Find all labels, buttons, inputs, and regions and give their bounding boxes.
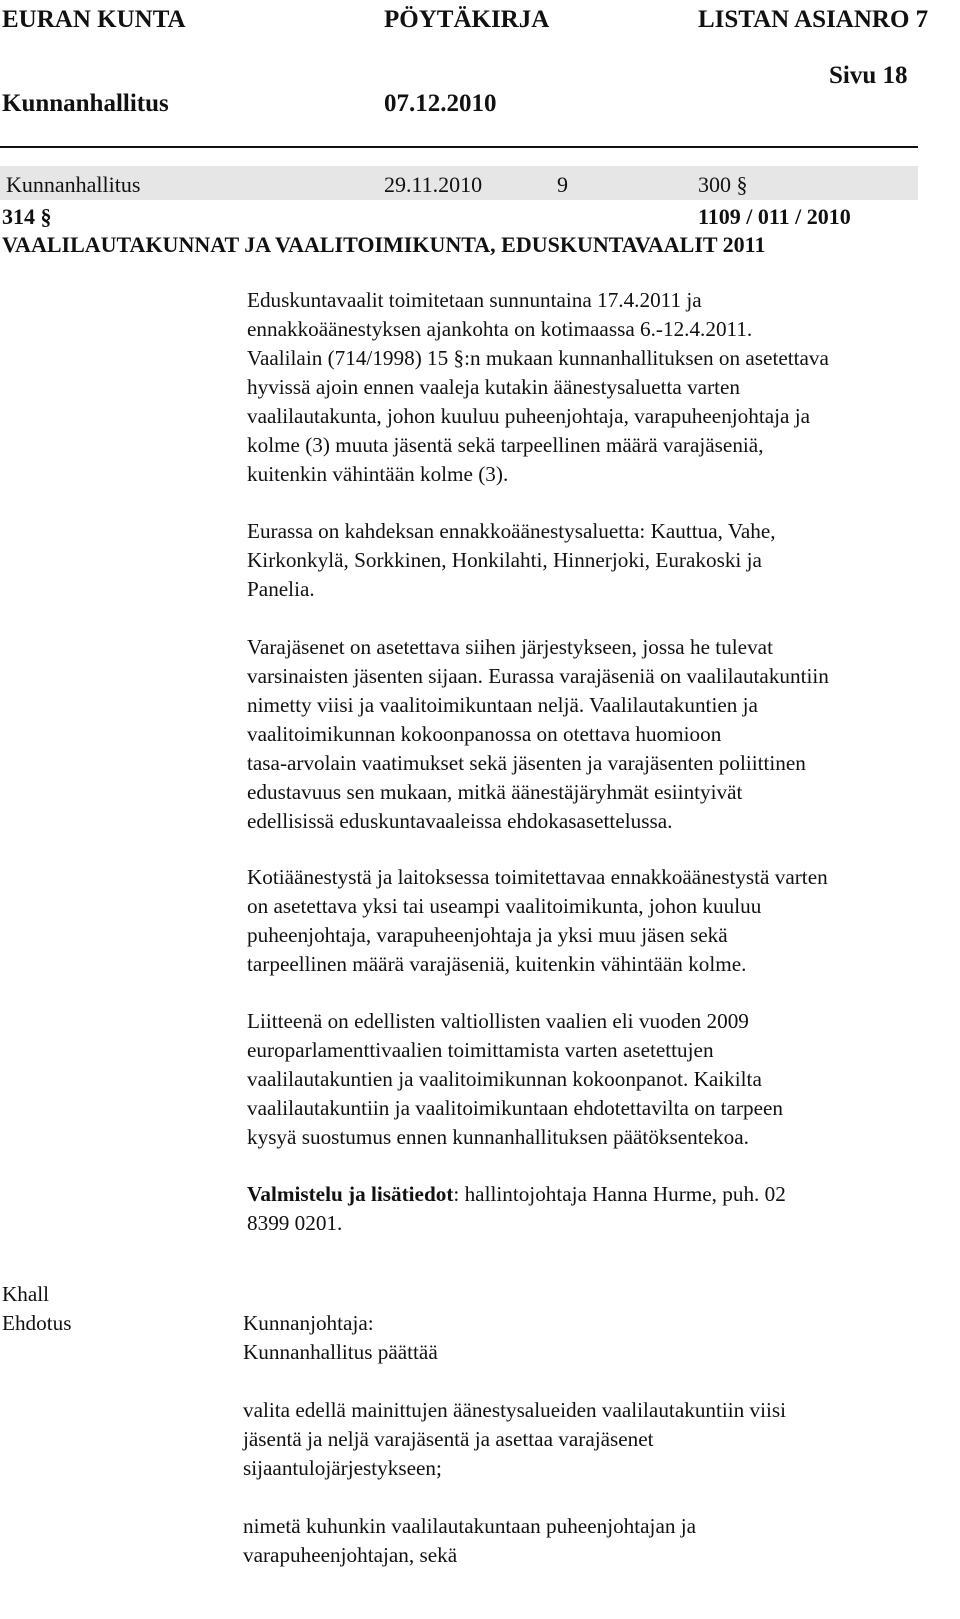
khall-label: Khall	[2, 1282, 50, 1306]
proposer: Kunnanjohtaja:	[243, 1311, 374, 1335]
decision-item-2	[243, 1512, 933, 1570]
preparation-phone: 8399 0201.	[247, 1211, 343, 1235]
decision-item-1	[243, 1396, 933, 1483]
meta-date: 29.11.2010	[384, 172, 483, 197]
preparation-contact	[247, 1180, 937, 1238]
text-line: vaalilautakuntiin ja vaalitoimikuntaan ehdotettavilta on tarpeen	[247, 1096, 783, 1120]
text-line: vaalilautakunta, johon kuuluu puheenjohtaja, varapuheenjohtaja ja	[247, 404, 811, 428]
case-title: VAALILAUTAKUNNAT JA VAALITOIMIKUNTA, EDUSKUNTAVAALIT 2011	[2, 232, 766, 257]
text-line: varsinaisten jäsenten sijaan. Eurassa varajäseniä on vaalilautakuntiin	[247, 664, 829, 688]
text-line: Varajäsenet on asetettava siihen järjestykseen, jossa he tulevat	[247, 635, 773, 659]
text-line: tarpeellinen määrä varajäseniä, kuitenkin vähintään kolme.	[247, 952, 747, 976]
decision-intro: Kunnanhallitus päättää	[243, 1340, 438, 1364]
text-line: kuitenkin vähintään kolme (3).	[247, 462, 509, 486]
text-line: puheenjohtaja, varapuheenjohtaja ja yksi muu jäsen sekä	[247, 923, 728, 947]
text-line: edellisissä eduskuntavaaleissa ehdokasasettelussa.	[247, 809, 673, 833]
text-line: Kirkonkylä, Sorkkinen, Honkilahti, Hinnerjoki, Eurakoski ja	[247, 548, 762, 572]
text-line: sijaantulojärjestykseen;	[243, 1456, 442, 1480]
text-line: kolme (3) muuta jäsentä sekä tarpeellinen määrä varajäseniä,	[247, 433, 764, 457]
municipality-name: EURAN KUNTA	[2, 6, 186, 33]
meta-section: 300 §	[698, 172, 748, 197]
paragraph-voting-areas	[247, 517, 937, 604]
page-number: Sivu 18	[829, 62, 908, 89]
text-line: kysyä suostumus ennen kunnanhallituksen päätöksentekoa.	[247, 1125, 749, 1149]
text-line: vaalilautakuntien ja vaalitoimikunnan kokoonpanot. Kaikilta	[247, 1067, 762, 1091]
ehdotus-label: Ehdotus	[2, 1311, 72, 1335]
text-line: hyvissä ajoin ennen vaaleja kutakin äänestysaluetta varten	[247, 375, 741, 399]
text-line: vaalitoimikunnan kokoonpanossa on otettava huomioon	[247, 722, 722, 746]
paragraph-election-info	[247, 286, 937, 489]
meta-body: Kunnanhallitus	[6, 172, 141, 197]
text-line: jäsentä ja neljä varajäsentä ja asettaa varajäsenet	[243, 1427, 654, 1451]
preparation-text: : hallintojohtaja Hanna Hurme, puh. 02	[453, 1182, 786, 1206]
text-line: valita edellä mainittujen äänestysalueiden vaalilautakuntiin viisi	[243, 1398, 787, 1422]
text-line: Vaalilain (714/1998) 15 §:n mukaan kunnanhallituksen on asetettava	[247, 346, 829, 370]
text-line: on asetettava yksi tai useampi vaalitoimikunta, johon kuuluu	[247, 894, 762, 918]
paragraph-substitutes	[247, 633, 937, 836]
case-section: 314 §	[2, 204, 52, 229]
header-date: 07.12.2010	[384, 90, 497, 117]
text-line: Eduskuntavaalit toimitetaan sunnuntaina 17.4.2011 ja	[247, 288, 702, 312]
meta-number: 9	[557, 172, 568, 197]
document-type: PÖYTÄKIRJA	[384, 6, 550, 33]
text-line: tasa-arvolain vaatimukset sekä jäsenten ja varajäsenten poliittinen	[247, 751, 806, 775]
text-line: nimetä kuhunkin vaalilautakuntaan puheenjohtajan ja	[243, 1514, 697, 1538]
text-line: nimetty viisi ja vaalitoimikuntaan neljä. Vaalilautakuntien ja	[247, 693, 758, 717]
header-rule	[0, 146, 918, 148]
list-item-number: LISTAN ASIANRO 7	[698, 6, 929, 33]
text-line: Eurassa on kahdeksan ennakkoäänestysaluetta: Kauttua, Vahe,	[247, 519, 776, 543]
paragraph-attachment	[247, 1007, 937, 1152]
text-line: varapuheenjohtajan, sekä	[243, 1543, 458, 1567]
header-body: Kunnanhallitus	[2, 90, 169, 117]
preparation-label: Valmistelu ja lisätiedot	[247, 1182, 454, 1206]
text-line: Kotiäänestystä ja laitoksessa toimitettavaa ennakkoäänestystä varten	[247, 865, 828, 889]
text-line: Panelia.	[247, 577, 315, 601]
case-record-id: 1109 / 011 / 2010	[698, 204, 851, 229]
paragraph-home-voting	[247, 863, 937, 979]
text-line: ennakkoäänestyksen ajankohta on kotimaassa 6.-12.4.2011.	[247, 317, 753, 341]
proposal-intro	[243, 1309, 933, 1367]
proposal-label	[2, 1280, 71, 1338]
text-line: Liitteenä on edellisten valtiollisten vaalien eli vuoden 2009	[247, 1009, 749, 1033]
text-line: europarlamenttivaalien toimittamista varten asetettujen	[247, 1038, 714, 1062]
text-line: edustavuus sen mukaan, mitkä äänestäjäryhmät esiintyivät	[247, 780, 743, 804]
